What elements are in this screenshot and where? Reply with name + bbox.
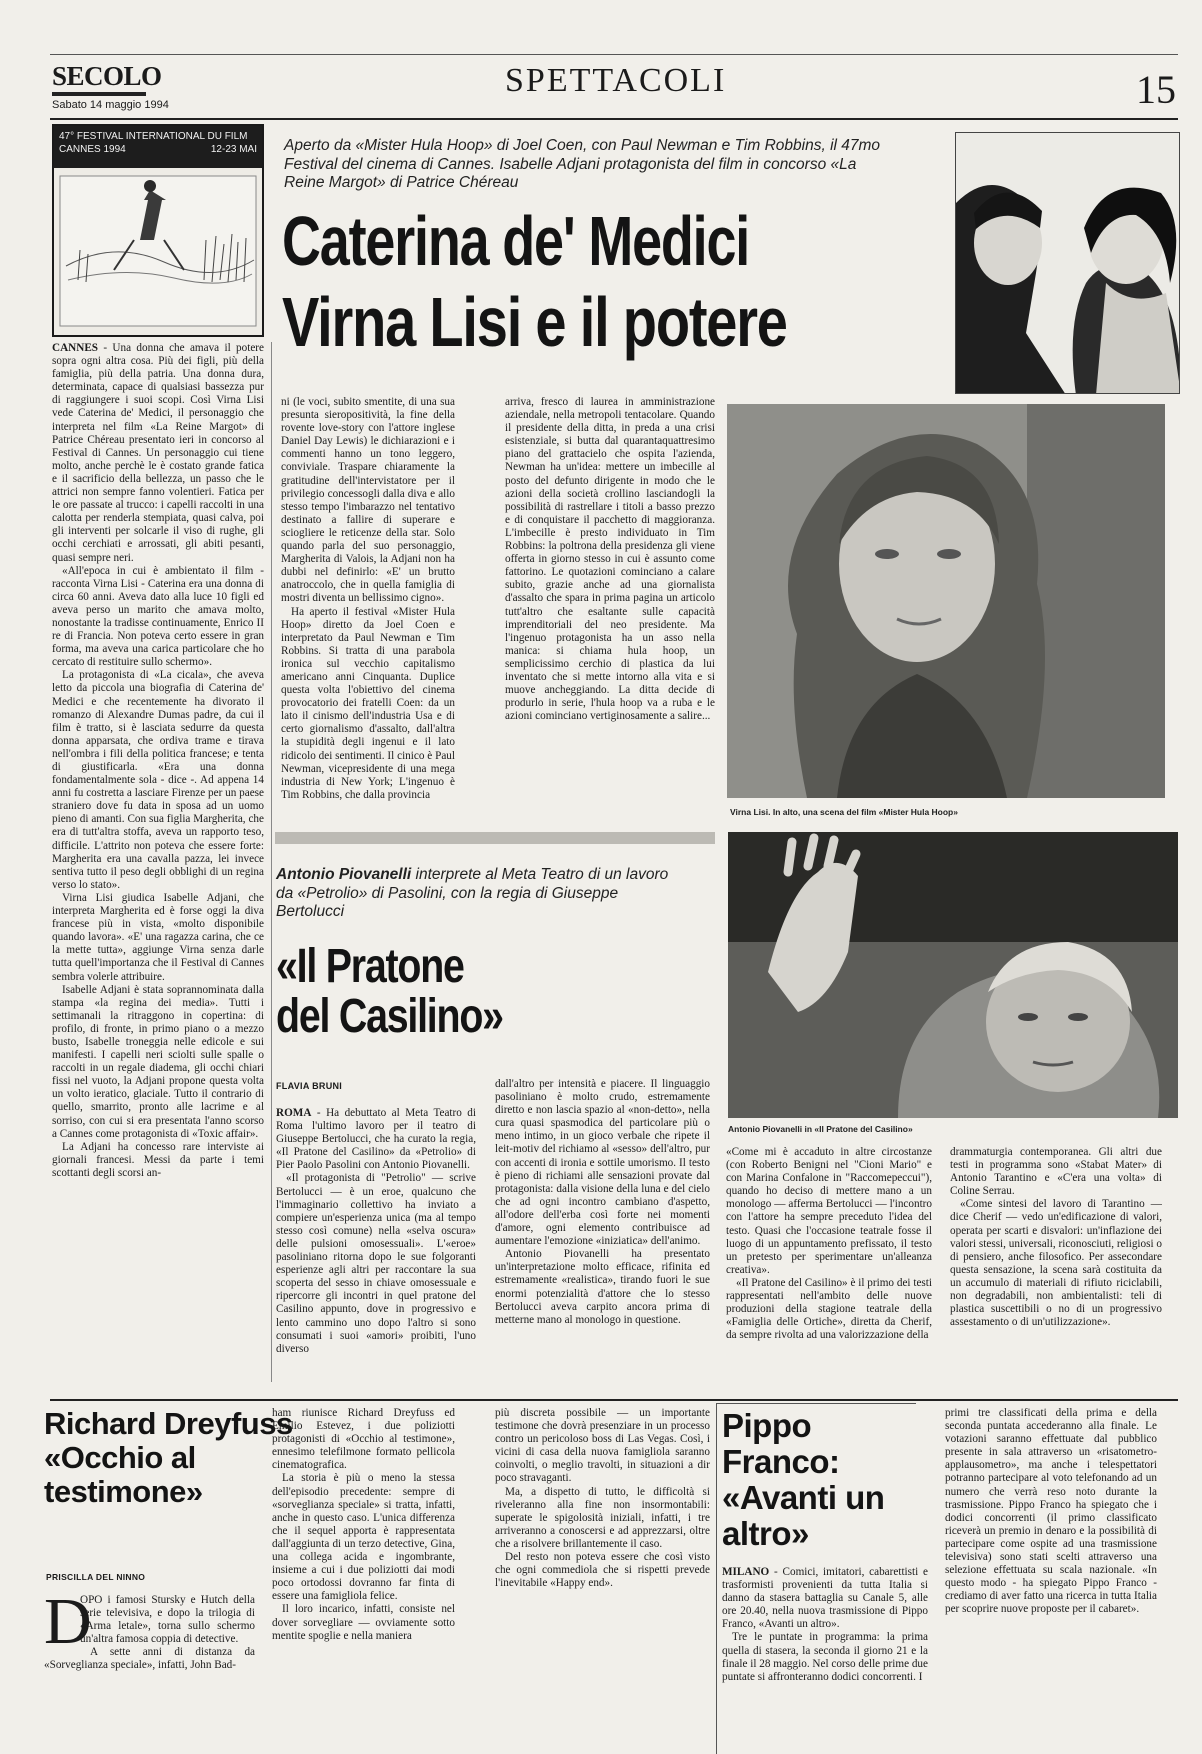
main-col1-p1: - Una donna che amava il potere sopra ogni altra cosa. Più dei figli, più della famiglia, più della patria. Una donna dura, determinata, capace di qualsiasi bassezza pur di raggiungere i suoi scopi. Così Virna Lisi vede Caterina de' Medici, il personaggio che interpreta nel film «La Reine Margot» di Patrice Chéreau presentato ieri in concorso al Festival di Cannes. Un personaggio cui tiene molto, anche perchè le è costato grande fatica e il sacrificio della bellezza, un passo che le attrici non sempre fanno volentieri. Fatica per le ore passate al trucco: i capelli raccolti in una calotta per renderla stempiata, quasi calva, poi gli interventi per solcarle il viso di rughe, gli occhi cerchiati e arrossati, gli abiti pesanti, quasi sempre neri.: [52, 342, 264, 564]
festival-poster: [52, 124, 264, 337]
issue-date: Sabato 14 maggio 1994: [52, 99, 169, 111]
masthead-rule: [50, 118, 1178, 120]
dreyfuss-column-3: [495, 1407, 710, 1752]
main-col1-p5: Isabelle Adjani è stata soprannominata dalla stampa «la regina dei media». Tutti i settimanali la ritraggono in copertina: di profilo, di fronte, in primo piano o a mezzo busto, Isabelle troneggia nelle edicole e sui manifesti. I capelli neri sciolti sulle spalle o raccolti in un regale diadema, gli occhi chiari fissi nel vuoto, la Adjani propone questa volta un volto ieratico, glaciale. Tutto il contrario di quello, smarrito, pronto alle lacrime e al sorriso, con cui si era presentata l'anno scorso a Cannes come protagonista di «Toxic affair».: [52, 983, 264, 1140]
pratone-col4-p1: drammaturgia contemporanea. Gli altri due testi in programma sono «Stabat Mater» di Antonio Tarantino e «C'era una volta» di Coline Serrau.: [950, 1146, 1162, 1198]
pratone-col4-p2: «Come sintesi del lavoro di Tarantino — dice Cherif — vedo un'edificazione di valori, operata per scarti e disvalori: un'inflazione dei valori stessi, universali, riconosciuti, religiosi o di pensiero, anche filosofico. Per assecondare questa sensazione, la scena sarà costituita da un accumulo di materiali di rifiuto riciclabili, non degradabili, non ambientalisti: teli di plastica suscettibili o no di un progressivo assestamento o di un'utilizzazione».: [950, 1198, 1162, 1329]
pippo-dateline: MILANO: [722, 1566, 770, 1578]
main-col1-p2: «All'epoca in cui è ambientato il film - racconta Virna Lisi - Caterina era una donna di circa 60 anni. Aveva dato alla luce 10 figli ed aveva perso un marito che amava molto, nonostante la tradisse continuamente, Enrico II re di Francia. Non poteva certo essere in gran forma, ma aveva una carica particolare che ho cercato di restituire sullo schermo».: [52, 564, 264, 669]
poster-dates: 12-23 MAI: [210, 144, 257, 155]
paper-name-underline: [52, 92, 146, 96]
pratone-headline-line1: «Il Pratone: [276, 940, 464, 993]
dreyfuss-dropcap: D: [44, 1585, 92, 1658]
section-title: SPETTACOLI: [505, 62, 727, 99]
main-article-column-3: [505, 396, 715, 818]
pippo-column-1: [722, 1566, 928, 1752]
poster-city-year: CANNES 1994: [59, 144, 126, 155]
main-dateline: CANNES: [52, 342, 99, 354]
pratone-col3-p1: «Come mi è accaduto in altre circostanze (con Roberto Benigni nel "Cioni Mario" e con Marina Confalone in "Raccomepeccui"), quando ho deciso di mettere mano a un monologo — afferma Bertolucci — l'incontro con l'attore ha sempre preceduto l'idea del testo. Quasi che l'occasione teatrale fosse il luogo di un appuntamento prefissato, il testo un pretesto per sperimentare un'alleanza creativa».: [726, 1146, 932, 1276]
dreyfuss-col3-p3: Del resto non poteva essere che così visto che ogni commediola che si rispetti prevede l'inevitabile «Happy end».: [495, 1551, 710, 1590]
pratone-column-3: [726, 1146, 932, 1392]
poster-illustration: [54, 170, 262, 335]
main-col3-p1: arriva, fresco di laurea in amministrazione aziendale, nella metropoli tentacolare. Quando il presidente della ditta, in preda a una crisi esistenziale, si butta dal quarantaquattresimo piano del grattacielo che ospita l'azienda, Newman ha un'idea: mettere un imbecille al posto del defunto dirigente in modo che le azioni della società crollino lasciandogli la possibilità di rastrellare i titoli a basso prezzo e di conquistare il pacchetto di maggioranza. L'imbecille è presto individuato in Tim Robbins: la poltrona della presidenza gli viene offerta in giorno stesso in cui è assunto come fattorino. Le quotazioni cominciano a calare subito, grazie anche ad una giornalista d'assalto che spara in prima pagina un articolo tutt'altro che esaltante sulle capacità imprenditoriali del neo presidente. Ma l'ingenuo protagonista ha un asso nella manica: si chiama hula hoop, un semplicissimo cerchio di plastica da lui inventato che si mette intorno alla vita e si muove ancheggiando. La ditta decide di produrlo in serie, l'hula hoop va a ruba e le azioni cominciano vertiginosamente a salire...: [505, 396, 715, 723]
pratone-column-2: [495, 1078, 710, 1392]
main-headline-line2: Virna Lisi e il potere: [282, 283, 787, 361]
main-article-column-1: [52, 342, 264, 1392]
pratone-column-1: [276, 1107, 476, 1392]
pratone-dateline: ROMA: [276, 1107, 312, 1119]
piovanelli-photo: [728, 832, 1178, 1118]
pippo-headline: Pippo Franco: «Avanti un altro»: [722, 1407, 885, 1552]
pippo-col1-p1: - Comici, imitatori, cabarettisti e trasformisti provenienti da tutta Italia si danno da stasera battaglia su Canale 5, alle ore 20.40, nella nuova trasmissione di Pippo Franco, «Avanti un altro».: [722, 1566, 928, 1631]
main-article-column-2: [281, 396, 455, 818]
paper-name: SECOLO: [52, 61, 162, 91]
pratone-headline-line2: del Casilino»: [276, 990, 503, 1043]
dreyfuss-column-2: [272, 1407, 455, 1752]
pratone-byline: FLAVIA BRUNI: [276, 1081, 343, 1091]
main-col2-p1: ni (le voci, subito smentite, di una sua presunta sieropositività, la fine della rovente love-story con l'attore inglese Daniel Day Lewis) le dichiarazioni e i commenti hanno un tono leggero, conviviale. Traspare chiaramente la gratitudine dell'intervistatore per il privilegio concessogli dalla diva e allo stesso tempo l'imbarazzo nel tentativo destinato a fallire di superare e sciogliere le reticenze della star. Solo quando parla del suo personaggio, Margherita di Valois, la Adjani non ha dubbi nel definirlo: «E' un brutto anatroccolo, che in quella famiglia di mostri diventa un bellissimo cigno».: [281, 396, 455, 605]
poster-title: 47° FESTIVAL INTERNATIONAL DU FILM: [59, 131, 248, 142]
piovanelli-caption: Antonio Piovanelli in «Il Pratone del Casilino»: [728, 1124, 913, 1134]
pippo-col1-p2: Tre le puntate in programma: la prima quella di stasera, la seconda il giorno 21 e la finale il 28 maggio. Nel corso delle prime due puntate si affronteranno dodici concorrenti. I: [722, 1631, 928, 1683]
column-divider: [271, 342, 272, 1382]
dreyfuss-byline: PRISCILLA DEL NINNO: [46, 1572, 146, 1582]
dreyfuss-col2-p3: Il loro incarico, infatti, consiste nel dover sorvegliare — ovviamente sotto mentite spoglie e nella maniera: [272, 1603, 455, 1642]
main-col2-p2: Ha aperto il festival «Mister Hula Hoop» diretto da Joel Coen e interpretato da Paul Newman e Tim Robbins. Si tratta di una parabola ironica sul vecchio capitalismo americano anni Cinquanta. Duplice questa volta l'obiettivo del cinema provocatorio dei fratelli Coen: da un lato il cinismo dell'industria Usa e di certo giornalismo d'assalto, dall'altra la stupidità degli ingenui e il lato ridicolo dei sentimenti. Il cinico è Paul Newman, vicepresidente di una mega industria di New York; L'ingenuo è Tim Robbins, che dalla provincia: [281, 605, 455, 801]
pratone-kicker-rest: interprete al Meta Teatro di un lavoro da «Petrolio» di Pasolini, con la regia di Giuseppe Bertolucci: [276, 866, 669, 920]
dreyfuss-col1-p2: A sette anni di distanza da «Sorveglianza speciale», infatti, John Bad-: [44, 1646, 255, 1672]
pratone-kicker: [276, 866, 676, 922]
pratone-col1-p2: «Il protagonista di "Petrolio" — scrive Bertolucci — è un eroe, qualcuno che l'immaginario collettivo ha inviato a compiere un'esperienza unica (ma al tempo stesso così comune) nella «selva oscura» delle pulsioni omosessuali». L'«eroe» pasoliniano ritorna dopo le sue folgoranti esperienze agli altri per raccontare la sua scoperta del sesso in chiave omosessuale e ripercorre gli incontri in quel pratone del Casilino appunto, dove in progressivo e lento cammino uno dopo l'altro si sono consumati i suoi «amori» proibiti, l'uno diverso: [276, 1172, 476, 1355]
dreyfuss-col3-p1: più discreta possibile — un importante testimone che dovrà presenziare in un processo contro un pericoloso boss di Las Vegas. Così, i vicini di casa della nuova famigliola saranno coinvolti, o meglio travolti, in situazioni a dir poco stravaganti.: [495, 1407, 710, 1485]
main-headline-line1: Caterina de' Medici: [282, 202, 750, 280]
dreyfuss-col2-p2: La storia è più o meno la stessa dell'episodio precedente: sempre di «sorveglianza speciale» si tratta, infatti, anche in questo caso. L'unica differenza che il sequel apporta è rappresentata dall'aggiunta di un terzo detective, Gina, una collega acida e ingombrante, insieme a cui i due poliziotti dai modi poco ortodossi dovranno far finta di essere una famigliola felice.: [272, 1472, 455, 1603]
pratone-kicker-name: Antonio Piovanelli: [276, 866, 412, 883]
page-number: 15: [1136, 67, 1176, 112]
virna-lisi-caption: Virna Lisi. In alto, una scena del film «Mister Hula Hoop»: [730, 807, 958, 817]
pippo-column-2: [945, 1407, 1157, 1752]
main-col1-p3: La protagonista di «La cicala», che aveva letto da piccola una biografia di Caterina de' Medici e che recentemente ha divorato il romanzo di Alexandre Dumas padre, da cui il film è tratto, si è lasciata sedurre da questa donna apparsata, che ordiva trame e tirava nell'ombra i fili della politica francese; e tenta di giustificarla. «Era una donna fondamentalmente sola - dice -. Ad appena 14 anni fu costretta a lasciare Firenze per un paese straniero dove fu data in sposa ad un uomo pieno di amanti. Con sua figlia Margherita, che era di tutt'altra stoffa, aveva un rapporto teso, difficile. L'attrito non poteva che essere forte: Margherita era una cavalla pazza, lei invece sentiva tutto il peso degli obblighi di un regina verso lo stato».: [52, 669, 264, 891]
pippo-col2-p1: primi tre classificati della prima e della seconda puntata accederanno alla finale. Le votazioni saranno effettuate dal pubblico presente in sala attraverso un «risatometro-applausometro», ma anche i telespettatori potranno partecipare al voto telefonando ad un numero che verrà reso noto durante la trasmissione. Pippo Franco ha spiegato che i dodici concorrenti (il primo classificato riceverà un premio in denaro e la possibilità di partecipare come ospite ad una trasmissione televisiva) sono stati scelti attraverso una selezione effettuata su scala nazionale. «In questo modo - ha spiegato Pippo Franco - crediamo di aver fatto una ricerca in tutta Italia per scoprire nuove proposte per il cabaret».: [945, 1407, 1157, 1616]
pratone-col2-p1: dall'altro per intensità e piacere. Il linguaggio pasoliniano è molto crudo, estremamente diretto e non lascia spazio al «non-detto», nella cura quasi spasmodica del particolare più o meno intimo, in un gioco verbale che ripete il leit-motiv del richiamo al «sesso» dell'altro, pur con accenti di ironia e sottile umorismo. Il testo è pieno di richiami alle sensazioni provate dal protagonista: dalla visione della luna e del cielo che ad ogni incontro cambiano d'aspetto, all'odore dell'erba così forte nei momenti d'amore, ogni elemento contribuisce ad aumentare l'emozione «iniziatica» dell'animo.: [495, 1078, 710, 1248]
main-col1-p6: La Adjani ha concesso rare interviste ai giornali francesi. Messi da parte i temi scottanti degli scorsi an-: [52, 1140, 264, 1179]
virna-lisi-photo: [727, 404, 1165, 798]
pratone-col3-p2: «Il Pratone del Casilino» è il primo dei testi rappresentati nell'ambito delle nuove produzioni della stagione teatrale della «Famiglia delle Ortiche», diretta da Cherif, da sempre rivolta ad una valorizzazione della: [726, 1276, 932, 1342]
dreyfuss-column-1: [44, 1585, 255, 1752]
dreyfuss-col2-p1: ham riunisce Richard Dreyfuss ed Emilio Estevez, i due poliziotti protagonisti di «Occhio al testimone», ennesimo telefilmone formato pellicola cinematografica.: [272, 1407, 455, 1472]
pratone-top-band: [275, 832, 715, 844]
mister-hula-hoop-photo: [955, 132, 1180, 394]
top-rule: [50, 54, 1178, 55]
bottom-section-rule: [50, 1399, 1178, 1401]
pratone-col2-p2: Antonio Piovanelli ha presentato un'interpretazione molto efficace, rifinita ed estremamente «realistica», tirando fuori le sue enormi potenzialità d'attore che lo stesso Bertolucci aveva carpito ancora prima di metterne mano al monologo in questione.: [495, 1248, 710, 1326]
pratone-column-4: [950, 1146, 1162, 1392]
dreyfuss-col1-p1: OPO i famosi Stursky e Hutch della serie televisiva, e dopo la trilogia di «Arma letale», torna sullo schermo un'altra famosa coppia di detective.: [80, 1594, 255, 1646]
main-kicker: Aperto da «Mister Hula Hoop» di Joel Coen, con Paul Newman e Tim Robbins, il 47mo Festival del cinema di Cannes. Isabelle Adjani protagonista del film in concorso «La Reine Margot» di Patrice Chéreau: [284, 137, 881, 191]
dreyfuss-headline: Richard Dreyfuss «Occhio al testimone»: [44, 1406, 293, 1509]
pratone-col1-p1: - Ha debuttato al Meta Teatro di Roma l'ultimo lavoro per il teatro di Giuseppe Bertolucci, che ha curato la regia, «Il Pratone del Casilino» da «Petrolio» di Pier Paolo Pasolini con Antonio Piovanelli.: [276, 1107, 476, 1172]
dreyfuss-col3-p2: Ma, a dispetto di tutto, le difficoltà si riveleranno alla fine non insormontabili: superate le spigolosità iniziali, infatti, i tre arriveranno a conoscersi e ad apprezzarsi, oltre che a risolvere brillantemente il caso.: [495, 1485, 710, 1550]
main-col1-p4: Virna Lisi giudica Isabelle Adjani, che interpreta Margherita ed è forse oggi la diva francese più in vista, «molto disponibile quando lavora». «E' una ragazza carina, che ce la mette tutta», aggiunge Virna senza darle tutta quell'importanza che il Festival di Cannes sembra volerle attribuire.: [52, 891, 264, 983]
